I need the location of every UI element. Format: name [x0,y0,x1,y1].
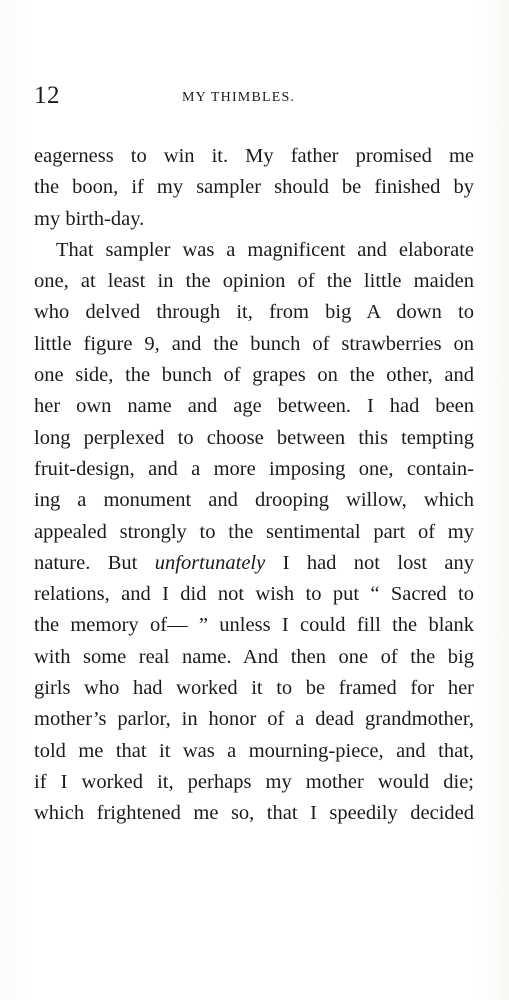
body-text [34,141,474,830]
text-line: if I worked it, perhaps my mother would die; [34,770,474,793]
text-line: one, at least in the opinion of the little maiden [34,270,474,293]
text-line: relations, and I did not wish to put “ Sacred to [34,583,474,606]
text-line: fruit-design, and a more imposing one, contain- [34,457,474,480]
text-line: That sampler was a magnificent and elaborate [56,238,474,261]
text-line: mother’s parlor, in honor of a dead grandmother, [34,708,474,731]
text-line: which frightened me so, that I speedily decided [34,802,474,825]
text-line: told me that it was a mourning-piece, and that, [34,739,474,762]
page-number: 12 [34,82,60,109]
text-line: who delved through it, from big A down to [34,301,474,324]
text-line: ing a monument and drooping willow, which [34,489,474,512]
text-line: the boon, if my sampler should be finished by [34,176,474,199]
emphasized-word: unfortunately [154,551,266,574]
running-title: MY THIMBLES. [182,90,296,105]
text-line: her own name and age between. I had been [34,395,474,418]
text-line-with-emphasis [34,548,474,579]
text-line: my birth-day. [34,207,145,230]
text-line: appealed strongly to the sentimental part of my [34,520,474,543]
text-line: little figure 9, and the bunch of strawberries on [34,332,474,355]
text-line: eagerness to win it. My father promised me [34,145,474,167]
text-segment: I had not lost any [265,551,474,574]
text-segment: nature. But [34,551,155,574]
text-line: the memory of— ” unless I could fill the blank [34,614,474,637]
text-line: girls who had worked it to be framed for her [34,677,474,700]
text-line: long perplexed to choose between this tempting [34,426,474,449]
text-line: one side, the bunch of grapes on the other, and [34,364,474,387]
text-line: with some real name. And then one of the big [34,645,474,668]
